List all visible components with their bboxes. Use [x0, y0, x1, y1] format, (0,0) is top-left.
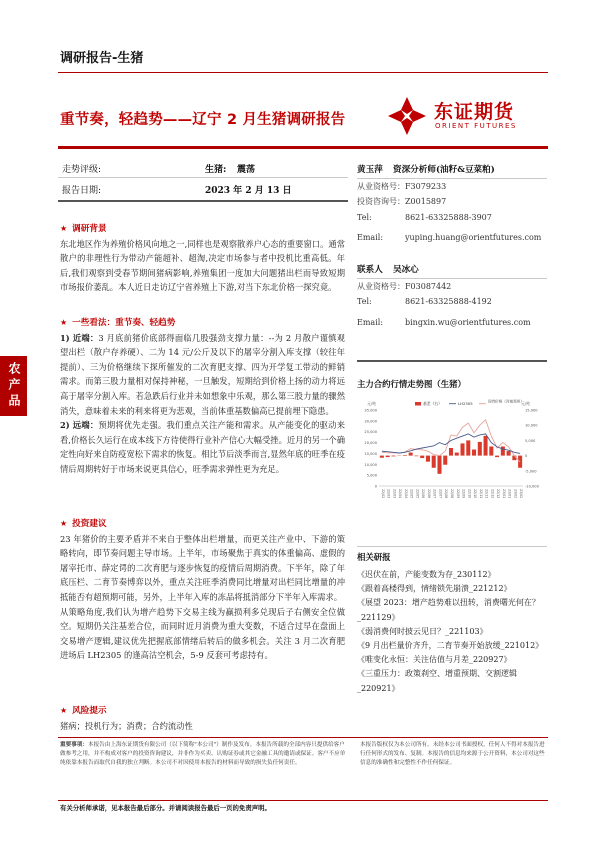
basis-bar	[403, 455, 407, 456]
contact-title: 联系人	[357, 265, 383, 275]
research-item[interactable]: 《9 月出栏量价齐升，二育节奏开始放缓_221012》	[357, 641, 544, 651]
left-unit-label: 元/吨	[367, 401, 376, 406]
analyst-name: 黄玉萍	[357, 165, 383, 175]
basis-bar	[432, 456, 436, 468]
contact-name: 吴冰心	[392, 265, 419, 275]
right-tick-label: 0	[525, 454, 528, 459]
x-tick-label: 23/01	[507, 489, 512, 499]
left-tick-label: 20,000	[364, 441, 377, 446]
basis-bar	[391, 456, 395, 457]
heading-background: ★ 调研背景	[60, 224, 107, 234]
heading-advice: ★ 投资建议	[60, 519, 107, 529]
star-bullet-icon: ★	[60, 318, 68, 327]
section-advice	[60, 517, 345, 663]
left-tick-label: 10,000	[364, 462, 377, 467]
advice-paragraph-1: 23 年猪价的主要矛盾并不来自于整体出栏增量，而更关注产业中、下游的策略转向，即节奏问题主导市场。上半年，市场聚焦于真实的体重偏高、虚假的屠宰托市、薛定谔的二次育肥与逐步恢复的疫情后周期消费。下半年，除了年底压栏、二育节奏博弈以外，重点关注旺季消费同比增量对出栏同比增量的冲抵能否有超预期可能，另外，上半年入库的冻品将抵消部分下半年入库需求。	[60, 533, 345, 602]
basis-bar	[420, 456, 424, 458]
field-value: F3079233	[405, 181, 447, 191]
x-tick-label: 22/07	[438, 489, 443, 499]
field-label: Tel:	[357, 297, 372, 306]
report-category: 调研报告-生猪	[60, 51, 144, 66]
field-label: Email:	[357, 233, 384, 242]
right-tick-label: -10,000	[525, 484, 539, 489]
basis-bar	[466, 440, 470, 455]
basis-bar	[478, 442, 482, 456]
left-tick-label: 30,000	[364, 419, 377, 424]
research-item[interactable]: 《跟着高楼得到，情绪锁先崩溃_221212》	[357, 584, 512, 594]
right-tick-label: -5,000	[525, 469, 537, 474]
basis-bar	[437, 456, 441, 474]
star-bullet-icon: ★	[60, 519, 68, 528]
date-value: 2023 年 2 月 13 日	[205, 186, 292, 196]
heading-risk: ★ 风险提示	[60, 706, 107, 716]
price-trend-chart	[357, 396, 547, 512]
x-tick-label: 22/06	[421, 489, 426, 499]
risk-text: 猪病；投机行为；消费；合约流动性	[60, 720, 193, 731]
meta-divider-bottom	[58, 200, 348, 202]
x-tick-label: 22/05	[415, 489, 420, 499]
basis-bar	[414, 456, 418, 457]
background-text: 东北地区作为养殖价格风向地之一,同样也是观察散养户心态的重要窗口。通常散户的非理性行为带动产能超补、超淘,决定市场参与者中投机比重高低。年后,我们观察到受春节期间猪病影响,养殖集团一度加大问题猪出栏而导致短期市场报价萎乱。本人近日走访辽宁省养殖上下游,对当下东北价格一探究竟。	[60, 238, 345, 293]
basis-bar	[449, 448, 453, 456]
analyst-card-1	[357, 162, 547, 246]
x-tick-label: 22/02	[380, 489, 385, 499]
disclaimer-right: 本报告版权仅为本公司所有。未经本公司书面授权，任何人不得对本报告进行任何形式的发布、复制。本报告的信息均来源于公开资料，本公司对这些信息的准确性和完整性不作任何保证。	[360, 742, 545, 767]
basis-bar	[472, 450, 476, 456]
views-far-term: 2) 远端：预期将优先走强。我们重点关注产能和需求。从产能变化的驱动来看,价格长久运行在成本线下方待使得行业补产信心大幅受挫。近月的另一个确定性向好来自防疫宽松下需求的恢复。相比节后淡季而言,显然年底的旺季在疫情后周期转好于市场来说更具信心，旺季需求弹性更为充足。	[60, 420, 345, 474]
analyst-email-link[interactable]: yuping.huang@orientfutures.com	[405, 233, 542, 242]
basis-bar	[484, 436, 488, 456]
x-tick-label: 22/11	[478, 489, 483, 499]
rating-value: 震荡	[237, 165, 256, 175]
x-tick-label: 22/10	[467, 489, 472, 499]
views-near-term: 1) 近端：3 月底前猪价底部得面临几股强劲支撑力量：--为 2 月散户谨慎观望出栏（散户存养硬）、二为 14 元/公斤及以下的屠宰分割入库支撑（较往年提前）、三为价格继续下探所催发的二次育肥支撑、四为开学复工带动的鲜销需求。而第三股力量相对保持神秘，一旦触发，短期给到价格上扬的动力将远高于屠宰分割入库。若急跌后行业并未如想象中乐观，那么第三股力量的骤然消失，意味着未来的利来将更为悲观，当前体重基数偏高已提前埋下隐患。	[60, 332, 345, 416]
basis-bar	[455, 453, 459, 456]
basis-bar	[495, 456, 499, 458]
research-item[interactable]: 《唯变化永恒：关注估值与月差_220927》	[357, 655, 512, 665]
heading-views: ★ 一些看法：重节奏、轻趋势	[60, 318, 176, 328]
rating-item: 生猪:	[205, 165, 227, 175]
legend-swatch-basis	[415, 402, 421, 406]
legend-label-spot: 现货价格（河南郑州）	[488, 399, 524, 404]
left-tick-label: 15,000	[364, 451, 377, 456]
analyst-card-2	[357, 262, 547, 330]
x-tick-label: 22/12	[496, 489, 501, 499]
basis-bar	[380, 456, 384, 458]
x-tick-label: 22/03	[386, 489, 391, 499]
x-tick-label: 23/02	[513, 489, 518, 499]
chart-title: 主力合约行情走势图（生猪）	[357, 379, 466, 389]
x-tick-label: 22/08	[444, 489, 449, 499]
left-tick-label: 0	[374, 484, 377, 489]
contact-email-link[interactable]: bingxin.wu@orientfutures.com	[405, 317, 531, 327]
x-tick-label: 22/07	[432, 489, 437, 499]
research-list	[357, 568, 547, 696]
disclaimer-left: 重要事项：本报告由上海东证期货有限公司（以下简称"本公司"）制作及发布。本报告所载的全部内容只提供给客户做参考之用，并不构成对客户的投资咨询建议，并非作为买卖、认购证券或其它金融工具的邀请或保证。客户不应单纯依靠本报告而取代自我的独立判断。本公司不对因使用本报告的材料而导致的损失负任何责任。	[60, 742, 346, 767]
star-bullet-icon: ★	[60, 224, 68, 233]
analyst-title: 资深分析师(油籽&豆菜粕)	[392, 165, 495, 175]
x-tick-label: 23/01	[501, 489, 506, 499]
research-divider	[357, 546, 547, 547]
x-tick-label: 22/11	[484, 489, 489, 499]
sector-tab: 农产品	[0, 356, 27, 416]
left-tick-label: 5,000	[366, 473, 377, 478]
left-tick-label: 35,000	[364, 408, 377, 413]
research-heading: 相关研报	[357, 552, 391, 562]
basis-bar	[489, 446, 493, 455]
left-tick-label: 25,000	[364, 430, 377, 435]
disclaimer-box	[58, 737, 548, 804]
basis-bar	[426, 456, 430, 462]
report-title: 重节奏，轻趋势——辽宁 2 月生猪调研报告	[60, 112, 346, 128]
chart-top-divider	[357, 360, 547, 362]
header-rule	[58, 72, 548, 73]
x-tick-label: 22/05	[409, 489, 414, 499]
field-label: 从业资格号：	[357, 281, 405, 291]
title-rule	[58, 146, 548, 149]
date-label: 报告日期:	[62, 186, 102, 196]
field-label: Tel:	[357, 212, 372, 222]
footer-rule	[58, 800, 548, 801]
basis-bar	[512, 456, 516, 461]
legend-label-basis: 基差（右）	[423, 401, 442, 406]
field-label: 投资咨询号：	[357, 197, 405, 206]
field-value: Z0015897	[405, 197, 447, 206]
research-item[interactable]: 《弱消费何时披云见日？_221103》	[357, 626, 488, 636]
basis-bar	[386, 456, 390, 458]
right-unit-label: 元/吨	[521, 401, 530, 406]
x-tick-label: 22/04	[398, 489, 403, 499]
basis-bar	[443, 456, 447, 465]
x-tick-label: 22/10	[473, 489, 478, 499]
field-label: 从业资格号：	[357, 181, 405, 191]
logo-name-en: ORIENT FUTURES	[435, 122, 517, 130]
rating-label: 走势评级:	[62, 165, 102, 175]
legend-label-lh: LH2305	[458, 401, 473, 406]
field-value: 8621-63325888-3907	[405, 212, 492, 222]
field-value: F03087442	[405, 281, 452, 291]
footer-note: 有关分析师承诺，见本报告最后部分。并请阅读报告最后一页的免责声明。	[60, 804, 271, 812]
section-views	[60, 316, 345, 477]
section-risk	[60, 704, 345, 733]
logo-name-cn: 东证期货	[434, 101, 515, 123]
basis-bar	[409, 453, 413, 456]
x-tick-label: 22/09	[461, 489, 466, 499]
x-tick-label: 23/02	[519, 489, 524, 499]
basis-bar	[501, 446, 505, 455]
field-label: Email:	[357, 317, 384, 327]
company-logo	[386, 95, 544, 137]
x-tick-label: 22/09	[455, 489, 460, 499]
x-tick-label: 22/12	[490, 489, 495, 499]
x-tick-label: 22/04	[403, 489, 408, 499]
advice-paragraph-2: 从策略角度,我们认为增产趋势下交易主线为赢损利多兑现后子右侧安全位做空。短期仍关注基差合位，而同时近月消费为重大变数，不适合过早在盘面上交易增产逻辑,建议优先把握底部情绪后转后的做多机会。关注 3 月二次育肥进场后 LH2305 的逢高沽空机会，5-9 反套可考虑持有。	[60, 606, 345, 661]
basis-bar	[461, 443, 465, 455]
logo-mark-icon	[386, 95, 428, 137]
right-tick-label: 5,000	[525, 438, 536, 443]
x-tick-label: 22/03	[392, 489, 397, 499]
x-tick-label: 22/06	[426, 489, 431, 499]
right-tick-label: 10,000	[525, 423, 538, 428]
research-item[interactable]: 《展望 2023：增产趋势难以扭转，消费曙光何在？_221129》	[357, 598, 540, 622]
research-item[interactable]: 《三重压力：政策刹空、增重预期、交割逻辑_220921》	[357, 669, 517, 693]
meta-divider	[58, 177, 348, 178]
right-tick-label: 15,000	[525, 408, 538, 413]
section-background	[60, 222, 345, 295]
research-item[interactable]: 《迟伏在前，产能变数为存_230112》	[357, 570, 496, 579]
field-value: 8621-63325888-4192	[405, 297, 492, 306]
basis-bar	[507, 451, 511, 456]
star-bullet-icon: ★	[60, 706, 68, 715]
x-tick-label: 22/08	[450, 489, 454, 499]
